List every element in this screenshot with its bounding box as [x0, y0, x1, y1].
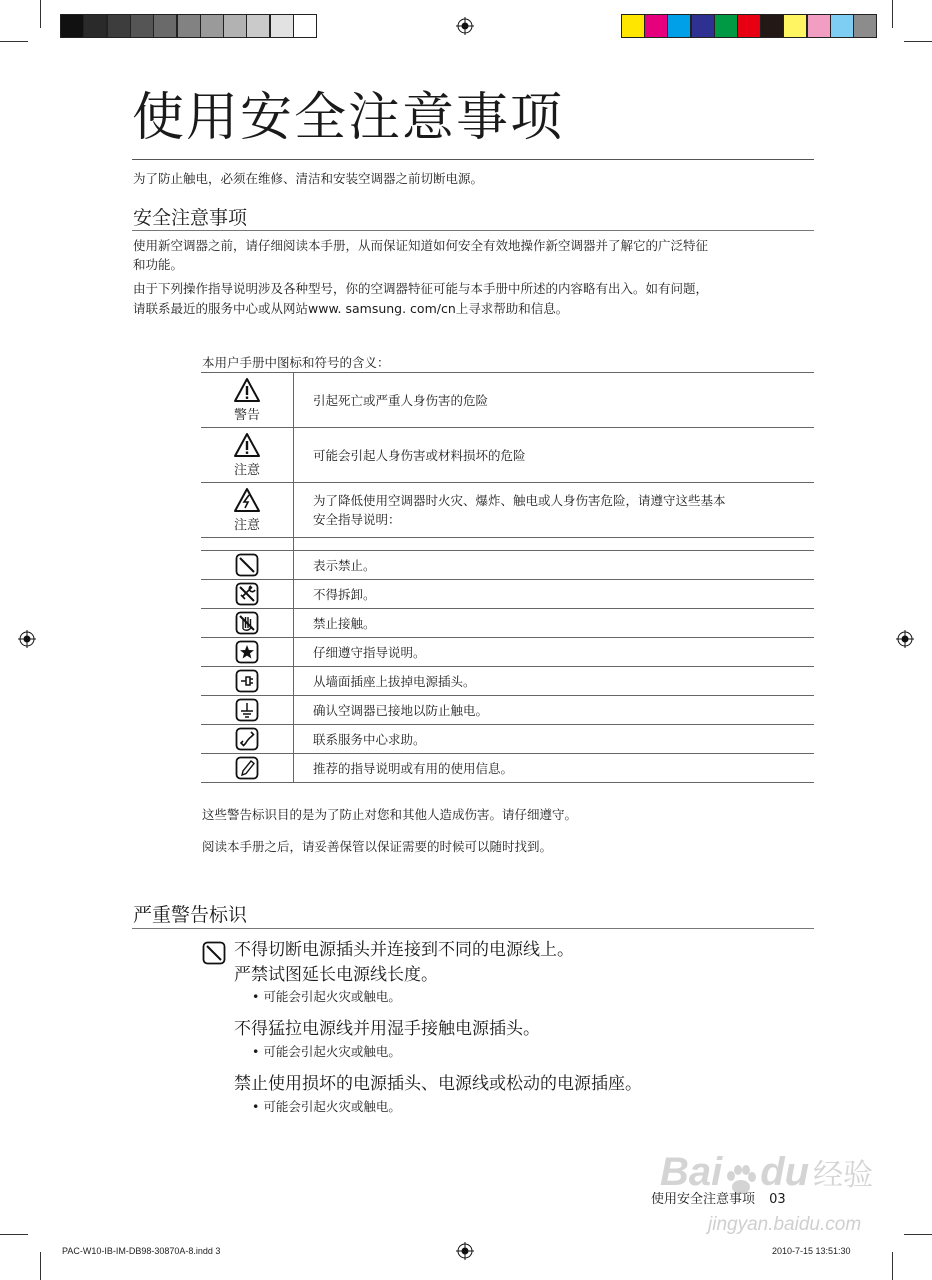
icon-cell	[201, 538, 294, 550]
crop-mark	[904, 1234, 932, 1235]
hazard-label: 警告	[233, 408, 260, 423]
icon-row-text: 确认空调器已接地以防止触电。	[313, 702, 489, 718]
title-rule	[132, 159, 814, 160]
gray-swatch	[200, 14, 224, 38]
icon-cell	[201, 609, 294, 637]
prohibited-icon	[202, 941, 226, 965]
table-row	[201, 483, 814, 538]
icon-cell	[201, 754, 294, 782]
page-number: 03	[769, 1192, 786, 1207]
color-swatch	[714, 14, 738, 38]
crop-mark	[904, 41, 932, 42]
gray-swatch	[270, 14, 294, 38]
color-swatch	[621, 14, 645, 38]
table-note: 阅读本手册之后，请妥善保管以保证需要的时候可以随时找到。	[202, 839, 553, 854]
color-swatch	[737, 14, 761, 38]
star-icon	[235, 640, 259, 664]
hazard-text	[313, 483, 804, 537]
icon-row-text: 禁止接触。	[313, 615, 376, 631]
table-row	[201, 725, 814, 754]
electric-caution-icon	[233, 487, 261, 513]
icon-cell	[201, 638, 294, 666]
registration-mark-icon	[18, 630, 36, 648]
section-heading-serious-warnings: 严重警告标识	[133, 904, 248, 926]
hazard-label: 注意	[233, 463, 260, 478]
hazard-text-line: 安全指导说明：	[313, 512, 401, 527]
icon-cell	[201, 580, 294, 608]
color-swatch	[644, 14, 668, 38]
gray-swatch	[153, 14, 177, 38]
color-swatch	[760, 14, 784, 38]
color-swatch	[691, 14, 715, 38]
hazard-label: 注意	[233, 518, 260, 533]
table-row	[201, 609, 814, 638]
section-rule	[132, 230, 814, 231]
warning-text: 不得猛拉电源线并用湿手接触电源插头。	[234, 1019, 540, 1039]
table-spacer-row	[201, 538, 814, 551]
hazard-text: 可能会引起人身伤害或材料损坏的危险	[313, 447, 526, 463]
symbols-table	[201, 373, 814, 783]
print-slug-date: 2010-7-15 13:51:30	[772, 1246, 851, 1256]
table-row	[201, 580, 814, 609]
prohibited-icon	[235, 553, 259, 577]
icon-row-text: 推荐的指导说明或有用的使用信息。	[313, 760, 514, 776]
watermark-brand: du	[760, 1150, 810, 1194]
section-paragraph: 和功能。	[133, 257, 184, 272]
table-row	[201, 754, 814, 783]
page-title: 使用安全注意事项	[132, 88, 565, 148]
gray-swatch	[107, 14, 131, 38]
color-swatch	[830, 14, 854, 38]
section-paragraph: 由于下列操作指导说明涉及各种型号，你的空调器特征可能与本手册中所述的内容略有出入。如有问题，	[133, 281, 709, 296]
gray-swatch	[223, 14, 247, 38]
table-row	[201, 428, 814, 483]
caution-triangle-icon	[233, 432, 261, 458]
intro-text: 为了防止触电，必须在维修、清洁和安装空调器之前切断电源。	[133, 171, 484, 186]
crop-mark	[892, 0, 893, 28]
warning-bullet: • 可能会引起火灾或触电。	[252, 989, 401, 1004]
gray-swatch	[246, 14, 270, 38]
registration-mark-icon	[456, 1242, 474, 1260]
table-row	[201, 373, 814, 428]
icon-cell	[201, 428, 294, 482]
gray-swatch	[177, 14, 201, 38]
icon-row-text: 表示禁止。	[313, 557, 376, 573]
ground-icon	[235, 698, 259, 722]
footer-section-label: 使用安全注意事项	[651, 1192, 756, 1207]
note-icon	[235, 756, 259, 780]
table-row	[201, 638, 814, 667]
watermark-cn: 经验	[813, 1158, 874, 1193]
crop-mark	[40, 1252, 41, 1280]
section-paragraph: 使用新空调器之前，请仔细阅读本手册，从而保证知道如何安全有效地操作新空调器并了解它的广泛特征	[133, 238, 709, 253]
icon-cell	[201, 667, 294, 695]
color-swatch	[667, 14, 691, 38]
warning-text: 不得切断电源插头并连接到不同的电源线上。	[234, 940, 574, 960]
no-touch-icon	[235, 611, 259, 635]
crop-mark	[40, 0, 41, 28]
page-footer	[651, 1188, 786, 1207]
table-row	[201, 696, 814, 725]
icon-cell	[201, 696, 294, 724]
table-note: 这些警告标识目的是为了防止对您和其他人造成伤害。请仔细遵守。	[202, 807, 578, 822]
icon-cell	[201, 725, 294, 753]
warning-bullet: • 可能会引起火灾或触电。	[252, 1099, 401, 1114]
icon-row-text: 联系服务中心求助。	[313, 731, 426, 747]
section-heading-safety: 安全注意事项	[133, 207, 248, 229]
registration-mark-icon	[456, 17, 474, 35]
icon-cell	[201, 483, 294, 537]
table-row	[201, 551, 814, 580]
phone-icon	[235, 727, 259, 751]
table-caption: 本用户手册中图标和符号的含义：	[202, 355, 390, 370]
gray-swatch	[83, 14, 107, 38]
icon-row-text: 仔细遵守指导说明。	[313, 644, 426, 660]
no-disassembly-icon	[235, 582, 259, 606]
color-swatch	[783, 14, 807, 38]
warning-text: 严禁试图延长电源线长度。	[234, 965, 438, 985]
table-row	[201, 667, 814, 696]
icon-row-text: 不得拆卸。	[313, 586, 376, 602]
crop-mark	[892, 1252, 893, 1280]
print-slug-file: PAC-W10-IB-IM-DB98-30870A-8.indd 3	[62, 1246, 221, 1256]
warning-text: 禁止使用损坏的电源插头、电源线或松动的电源插座。	[234, 1074, 642, 1094]
gray-swatch	[293, 14, 317, 38]
gray-swatch	[60, 14, 84, 38]
section-paragraph: 请联系最近的服务中心或从网站www. samsung. com/cn上寻求帮助和信息。	[133, 301, 569, 316]
color-swatch	[853, 14, 877, 38]
registration-mark-icon	[896, 630, 914, 648]
icon-cell	[201, 373, 294, 427]
color-swatch	[807, 14, 831, 38]
watermark-brand: Bai	[660, 1150, 723, 1194]
crop-mark	[0, 1234, 28, 1235]
icon-cell	[201, 551, 294, 579]
gray-swatch	[130, 14, 154, 38]
unplug-icon	[235, 669, 259, 693]
hazard-text-line: 为了降低使用空调器时火灾、爆炸、触电或人身伤害危险，请遵守这些基本	[313, 493, 726, 508]
hazard-text: 引起死亡或严重人身伤害的危险	[313, 392, 489, 408]
watermark-url: jingyan.baidu.com	[708, 1214, 862, 1235]
warning-triangle-icon	[233, 377, 261, 403]
warning-bullet: • 可能会引起火灾或触电。	[252, 1044, 401, 1059]
section-rule	[132, 928, 814, 929]
crop-mark	[0, 41, 28, 42]
icon-row-text: 从墙面插座上拔掉电源插头。	[313, 673, 476, 689]
